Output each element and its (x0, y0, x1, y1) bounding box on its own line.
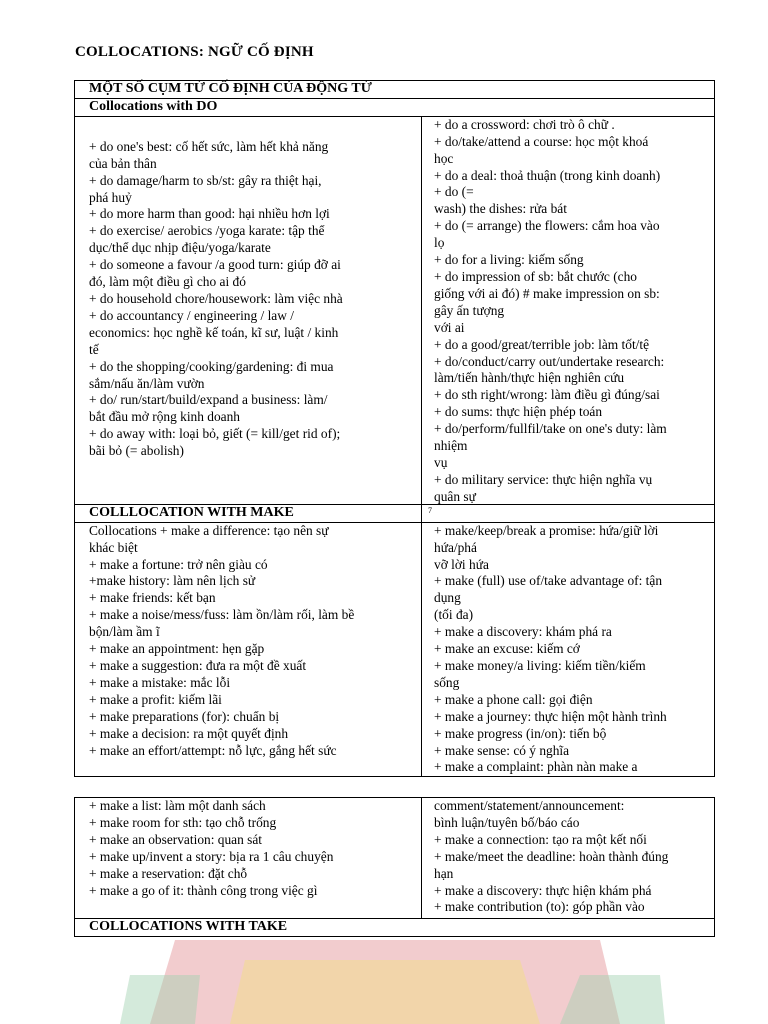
collocation-line: + make a connection: tạo ra một kết nối (434, 831, 647, 847)
make-continued-right (422, 798, 714, 918)
make-section-row (75, 522, 714, 776)
collocation-line: + do for a living: kiếm sống (434, 252, 584, 268)
collocation-line: + make an effort/attempt: nỗ lực, gắng hết sức (89, 742, 337, 758)
collocation-line: + make a complaint: phàn nàn make a (434, 759, 638, 775)
collocation-line: + do impression of sb: bắt chước (cho (434, 268, 637, 284)
collocation-line: + make a go of it: thành công trong việc gì (89, 882, 318, 898)
collocation-line: + do accountancy / engineering / law / (89, 307, 294, 323)
collocation-line: + make a mistake: mắc lỗi (89, 674, 231, 690)
collocation-line: + make progress (in/on): tiến bộ (434, 725, 607, 741)
collocation-line: + do damage/harm to sb/st: gây ra thiệt hại, (89, 172, 322, 188)
collocation-line: + make a list: làm một danh sách (89, 798, 266, 813)
collocation-line: bắt đầu mở rộng kinh doanh (89, 409, 241, 425)
collocation-line: dục/thể dục nhịp điệu/yoga/karate (89, 240, 271, 256)
collocation-line: + do/ run/start/build/expand a business: làm/ (89, 392, 328, 408)
make-section-heading: COLLLOCATION WITH MAKE (75, 505, 422, 522)
collocation-line: + do one's best: cố hết sức, làm hết khả năng (89, 138, 329, 154)
collocation-line: quân sự (434, 488, 476, 504)
collocations-table-2 (74, 797, 715, 937)
collocation-line: Collocations + make a difference: tạo nên sự (89, 522, 329, 538)
collocation-line: + make a discovery: thực hiện khám phá (434, 882, 652, 898)
collocation-line: + do/take/attend a course: học một khoá (434, 133, 649, 149)
collocation-line: + do (= (434, 184, 474, 200)
collocation-line: + do away with: loại bỏ, giết (= kill/get rid of); (89, 426, 341, 442)
collocation-line: + make up/invent a story: bịa ra 1 câu chuyện (89, 848, 334, 864)
collocation-line: wash) the dishes: rửa bát (434, 201, 567, 217)
collocation-line: (tối đa) (434, 607, 474, 623)
collocations-table-1 (74, 80, 715, 777)
collocation-line: + make preparations (for): chuẩn bị (89, 708, 280, 724)
collocation-line: nhiệm (434, 438, 468, 454)
collocation-line: hứa/phá (434, 539, 477, 555)
make-continued-row (75, 798, 714, 918)
collocation-line: + do/perform/fullfil/take on one's duty: làm (434, 421, 667, 437)
collocation-line: tế (89, 341, 99, 357)
collocation-line: vỡ lời hứa (434, 556, 489, 572)
collocation-line: + make a fortune: trở nên giàu có (89, 556, 268, 572)
collocation-line: vụ (434, 454, 448, 470)
make-continued-left (75, 798, 422, 918)
collocation-line: + make a journey: thực hiện một hành trình (434, 708, 667, 724)
collocation-line: +make history: làm nên lịch sử (89, 573, 256, 589)
collocation-line: + do sums: thực hiện phép toán (434, 404, 603, 420)
collocation-line: + make a profit: kiếm lãi (89, 691, 222, 707)
collocation-line: + do military service: thực hiện nghĩa vụ (434, 471, 653, 487)
make-heading-blank (422, 505, 714, 522)
collocation-line: lọ (434, 235, 445, 251)
collocation-line: + do someone a favour /a good turn: giúp đỡ ai (89, 257, 341, 273)
collocation-line: làm/tiến hành/thực hiện nghiên cứu (434, 370, 625, 386)
collocation-line: gây ấn tượng (434, 302, 505, 318)
collocation-line: + make money/a living: kiếm tiền/kiếm (434, 657, 646, 673)
collocation-line: + do/conduct/carry out/undertake research: (434, 353, 665, 369)
collocation-line: + do a good/great/terrible job: làm tốt/tệ (434, 336, 650, 352)
collocation-line: + do the shopping/cooking/gardening: đi mua (89, 358, 334, 374)
take-section-heading: COLLOCATIONS WITH TAKE (89, 919, 288, 934)
collocation-line: với ai (434, 319, 465, 335)
collocation-line: sắm/nấu ăn/làm vườn (89, 375, 205, 391)
table-heading: MỘT SỐ CỤM TỪ CỐ ĐỊNH CỦA ĐỘNG TỪ (75, 81, 714, 99)
collocation-line: học (434, 150, 454, 166)
collocation-line: + make (full) use of/take advantage of: tận (434, 573, 663, 589)
collocation-line: + make sense: có ý nghĩa (434, 742, 570, 758)
collocation-line: + make a phone call: gọi điện (434, 691, 593, 707)
make-heading-row (75, 504, 714, 522)
collocation-line: + make friends: kết bạn (89, 590, 216, 606)
collocation-line: phá huỷ (89, 189, 132, 205)
make-left-column (75, 523, 422, 776)
collocation-line: + make/keep/break a promise: hứa/giữ lời (434, 522, 659, 538)
collocation-line: + do exercise/ aerobics /yoga karate: tập thể (89, 223, 325, 239)
collocation-line: + do sth right/wrong: làm điều gì đúng/sai (434, 387, 660, 403)
collocation-line: + make an observation: quan sát (89, 831, 263, 847)
collocation-line: + make a suggestion: đưa ra một đề xuất (89, 657, 307, 673)
collocation-line: + make a discovery: khám phá ra (434, 624, 612, 640)
do-section-row (75, 117, 714, 504)
collocation-line: giống với ai đó) # make impression on sb: (434, 285, 660, 301)
collocation-line: sống (434, 674, 460, 690)
do-right-column (422, 117, 714, 504)
collocation-line: của bản thân (89, 155, 157, 171)
footnote-marker: 7 (428, 506, 432, 515)
collocation-line: khác biệt (89, 539, 138, 555)
do-left-column (75, 117, 422, 504)
collocation-line: + do household chore/housework: làm việc nhà (89, 290, 343, 306)
make-right-column (422, 523, 714, 776)
collocation-line: + do (= arrange) the flowers: cắm hoa vào (434, 218, 660, 234)
collocation-line: + make a reservation: đặt chỗ (89, 865, 248, 881)
collocation-line: bình luận/tuyên bố/báo cáo (434, 814, 580, 830)
collocation-line: economics: học nghề kế toán, kĩ sư, luật / kinh (89, 324, 339, 340)
collocation-line: comment/statement/announcement: (434, 798, 625, 813)
collocation-line: + make a decision: ra một quyết định (89, 725, 289, 741)
take-heading-row (75, 918, 714, 936)
collocation-line: + make room for sth: tạo chỗ trống (89, 814, 277, 830)
collocation-line: dụng (434, 590, 461, 606)
collocation-line: + make an excuse: kiếm cớ (434, 641, 580, 657)
collocation-line: + do a deal: thoả thuận (trong kinh doanh) (434, 167, 661, 183)
collocation-line: + do a crossword: chơi trò ô chữ . (434, 116, 615, 132)
document-title: COLLOCATIONS: NGỮ CỐ ĐỊNH (75, 44, 314, 60)
collocation-line: đó, làm một điều gì cho ai đó (89, 274, 246, 290)
collocation-line: + make contribution (to): góp phần vào (434, 899, 645, 915)
collocation-line: hạn (434, 865, 454, 881)
collocation-line: + make a noise/mess/fuss: làm ồn/làm rối, làm bề (89, 607, 355, 623)
do-section-heading: Collocations with DO (75, 99, 714, 117)
collocation-line: + do more harm than good: hại nhiều hơn lợi (89, 206, 330, 222)
collocation-line: + make/meet the deadline: hoàn thành đúng (434, 848, 669, 864)
collocation-line: + make an appointment: hẹn gặp (89, 641, 265, 657)
collocation-line: bộn/làm ầm ĩ (89, 624, 160, 640)
collocation-line: bãi bỏ (= abolish) (89, 443, 184, 459)
